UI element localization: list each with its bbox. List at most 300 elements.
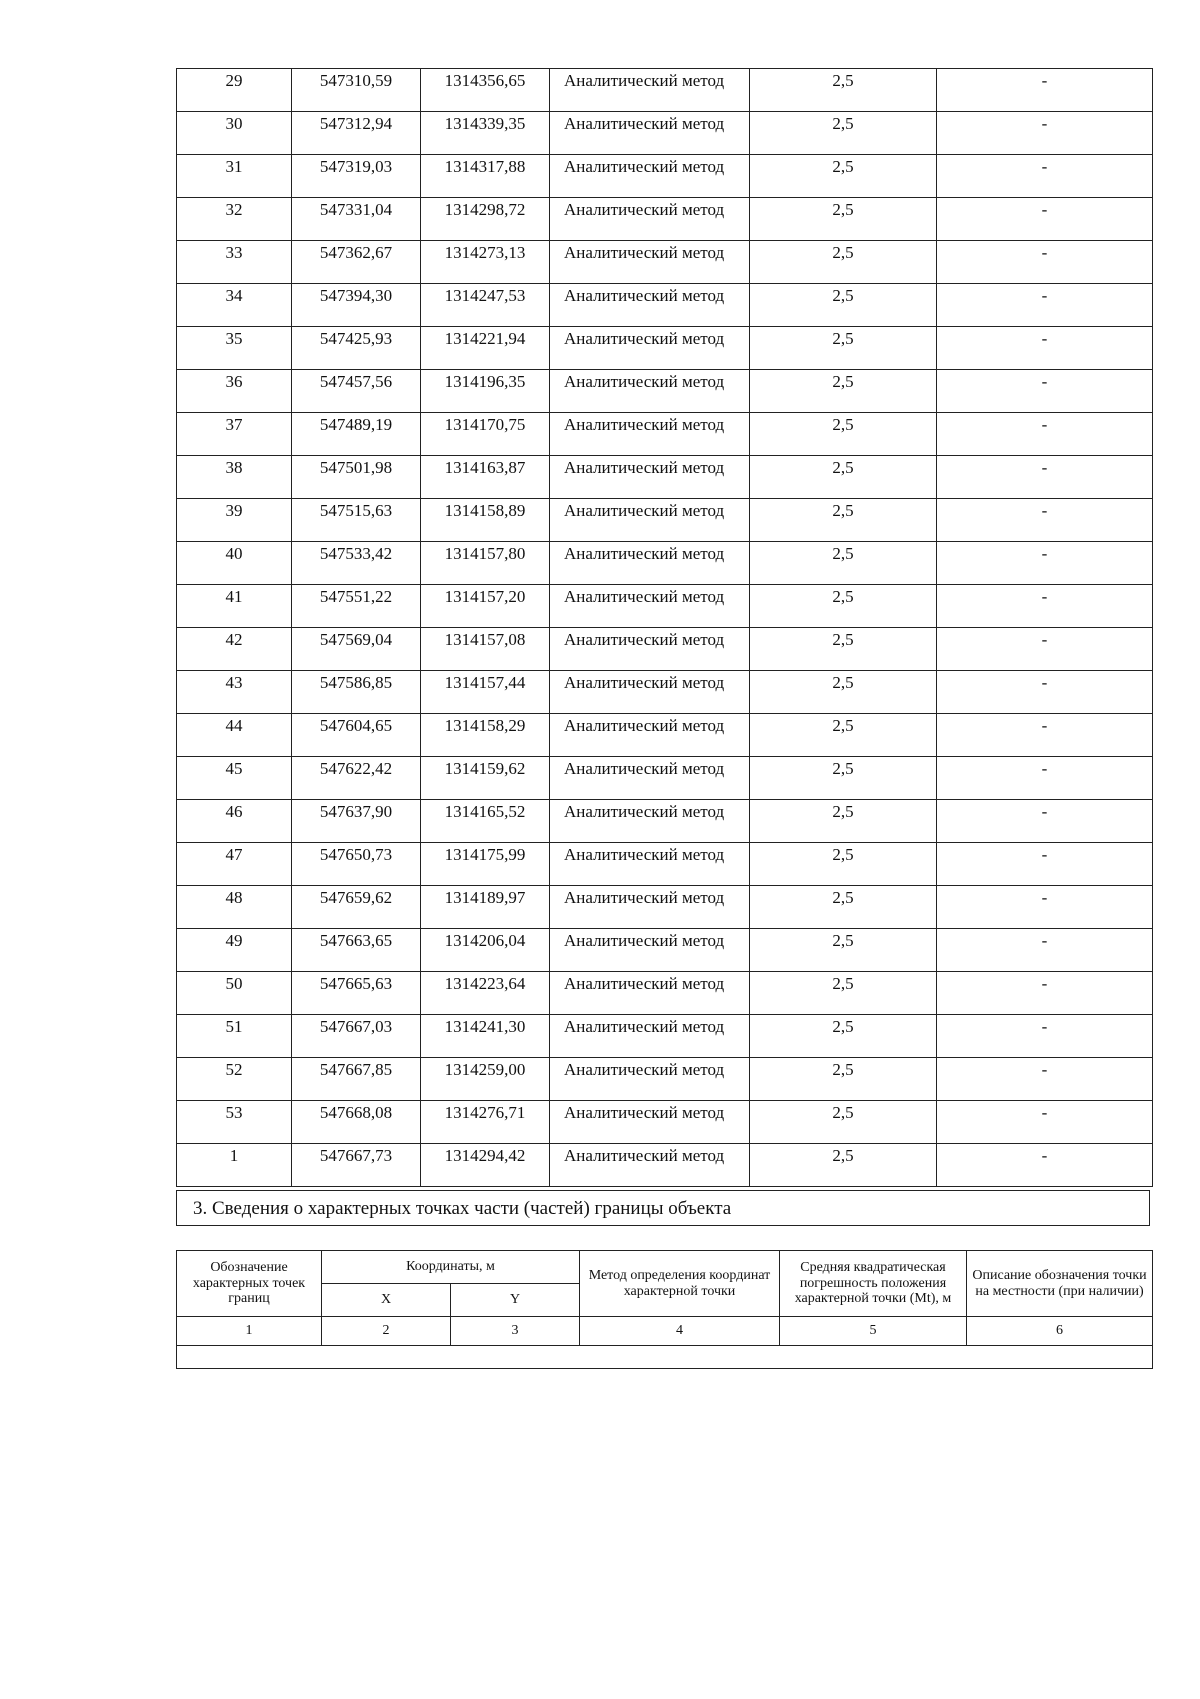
method-cell-value: Аналитический метод xyxy=(564,931,725,950)
method-cell xyxy=(550,499,750,542)
coordinate-y xyxy=(421,886,550,929)
coordinate-x xyxy=(292,1058,421,1101)
coordinate-x-value: 547515,63 xyxy=(319,501,393,520)
table-row xyxy=(177,757,1153,800)
point-number-value: 31 xyxy=(225,157,243,176)
error-cell xyxy=(750,1101,937,1144)
error-cell-value: 2,5 xyxy=(832,1103,854,1122)
method-cell-value: Аналитический метод xyxy=(564,114,725,133)
coordinate-x xyxy=(292,1144,421,1187)
point-number-value: 33 xyxy=(225,243,243,262)
empty-row xyxy=(177,1346,1153,1369)
error-cell-value: 2,5 xyxy=(832,1060,854,1079)
point-number xyxy=(177,585,292,628)
description-cell xyxy=(937,585,1153,628)
coordinate-y-value: 1314339,35 xyxy=(444,114,526,133)
method-cell xyxy=(550,1015,750,1058)
error-cell xyxy=(750,714,937,757)
coordinate-x-value: 547331,04 xyxy=(319,200,393,219)
table-row xyxy=(177,671,1153,714)
method-cell-value: Аналитический метод xyxy=(564,1060,725,1079)
coordinate-x xyxy=(292,198,421,241)
table-row xyxy=(177,1101,1153,1144)
error-cell xyxy=(750,800,937,843)
method-cell xyxy=(550,370,750,413)
method-cell-value: Аналитический метод xyxy=(564,587,725,606)
table-row xyxy=(177,542,1153,585)
point-number xyxy=(177,1144,292,1187)
point-number-value: 48 xyxy=(225,888,243,907)
coordinate-x-value: 547533,42 xyxy=(319,544,393,563)
description-cell xyxy=(937,800,1153,843)
point-number-value: 30 xyxy=(225,114,243,133)
method-cell-value: Аналитический метод xyxy=(564,673,725,692)
description-cell xyxy=(937,628,1153,671)
description-cell xyxy=(937,370,1153,413)
method-cell-value: Аналитический метод xyxy=(564,845,725,864)
point-number-value: 44 xyxy=(225,716,243,735)
description-cell-value: - xyxy=(1041,243,1048,262)
column-number: 6 xyxy=(967,1317,1153,1346)
method-cell xyxy=(550,757,750,800)
coordinate-x xyxy=(292,843,421,886)
header-description: Описание обозначения точки на местности (при наличии) xyxy=(967,1251,1153,1317)
description-cell-value: - xyxy=(1041,974,1048,993)
table-row xyxy=(177,499,1153,542)
coordinate-y-value: 1314157,20 xyxy=(444,587,526,606)
coordinate-x-value: 547622,42 xyxy=(319,759,393,778)
description-cell xyxy=(937,929,1153,972)
coordinate-y xyxy=(421,413,550,456)
point-number xyxy=(177,714,292,757)
error-cell xyxy=(750,1058,937,1101)
coordinate-x xyxy=(292,585,421,628)
error-cell xyxy=(750,972,937,1015)
description-cell-value: - xyxy=(1041,415,1048,434)
method-cell-value: Аналитический метод xyxy=(564,630,725,649)
description-cell-value: - xyxy=(1041,1103,1048,1122)
point-number-value: 40 xyxy=(225,544,243,563)
description-cell xyxy=(937,542,1153,585)
coordinate-x xyxy=(292,1015,421,1058)
error-cell-value: 2,5 xyxy=(832,759,854,778)
coordinate-x-value: 547668,08 xyxy=(319,1103,393,1122)
coordinate-x-value: 547425,93 xyxy=(319,329,393,348)
description-cell xyxy=(937,284,1153,327)
column-number: 1 xyxy=(177,1317,322,1346)
description-cell-value: - xyxy=(1041,888,1048,907)
coordinate-x xyxy=(292,1101,421,1144)
point-number-value: 38 xyxy=(225,458,243,477)
coordinate-y xyxy=(421,1144,550,1187)
method-cell xyxy=(550,671,750,714)
method-cell xyxy=(550,327,750,370)
method-cell-value: Аналитический метод xyxy=(564,1146,725,1165)
coordinate-y-value: 1314189,97 xyxy=(444,888,526,907)
table-row xyxy=(177,284,1153,327)
description-cell xyxy=(937,413,1153,456)
method-cell xyxy=(550,112,750,155)
coordinate-x-value: 547312,94 xyxy=(319,114,393,133)
method-cell xyxy=(550,1101,750,1144)
coordinate-y-value: 1314206,04 xyxy=(444,931,526,950)
coordinate-y-value: 1314276,71 xyxy=(444,1103,526,1122)
point-number xyxy=(177,69,292,112)
parts-header-row xyxy=(177,1251,1153,1284)
description-cell xyxy=(937,327,1153,370)
coordinate-x xyxy=(292,284,421,327)
error-cell-value: 2,5 xyxy=(832,1017,854,1036)
description-cell xyxy=(937,499,1153,542)
method-cell xyxy=(550,628,750,671)
point-number xyxy=(177,886,292,929)
description-cell-value: - xyxy=(1041,200,1048,219)
point-number xyxy=(177,671,292,714)
table-row xyxy=(177,69,1153,112)
coordinate-y xyxy=(421,1101,550,1144)
coordinate-x xyxy=(292,972,421,1015)
description-cell-value: - xyxy=(1041,673,1048,692)
coordinate-y-value: 1314175,99 xyxy=(444,845,526,864)
coordinate-x-value: 547319,03 xyxy=(319,157,393,176)
description-cell xyxy=(937,843,1153,886)
method-cell-value: Аналитический метод xyxy=(564,415,725,434)
coordinate-x-value: 547362,67 xyxy=(319,243,393,262)
coordinate-x-value: 547665,63 xyxy=(319,974,393,993)
coordinate-y xyxy=(421,585,550,628)
error-cell-value: 2,5 xyxy=(832,587,854,606)
method-cell-value: Аналитический метод xyxy=(564,501,725,520)
point-number-value: 39 xyxy=(225,501,243,520)
description-cell-value: - xyxy=(1041,114,1048,133)
description-cell xyxy=(937,456,1153,499)
method-cell-value: Аналитический метод xyxy=(564,71,725,90)
table-row xyxy=(177,155,1153,198)
table-row xyxy=(177,1015,1153,1058)
point-number xyxy=(177,542,292,585)
method-cell xyxy=(550,198,750,241)
error-cell-value: 2,5 xyxy=(832,329,854,348)
coordinate-x xyxy=(292,542,421,585)
method-cell xyxy=(550,456,750,499)
coordinate-x-value: 547501,98 xyxy=(319,458,393,477)
method-cell xyxy=(550,886,750,929)
point-number xyxy=(177,155,292,198)
method-cell-value: Аналитический метод xyxy=(564,974,725,993)
error-cell xyxy=(750,198,937,241)
description-cell-value: - xyxy=(1041,544,1048,563)
point-number xyxy=(177,198,292,241)
coordinate-x-value: 547667,73 xyxy=(319,1146,393,1165)
header-x: X xyxy=(322,1284,451,1317)
method-cell-value: Аналитический метод xyxy=(564,1017,725,1036)
error-cell-value: 2,5 xyxy=(832,415,854,434)
description-cell-value: - xyxy=(1041,931,1048,950)
point-number xyxy=(177,112,292,155)
error-cell-value: 2,5 xyxy=(832,501,854,520)
error-cell-value: 2,5 xyxy=(832,114,854,133)
description-cell xyxy=(937,198,1153,241)
description-cell-value: - xyxy=(1041,802,1048,821)
table-row xyxy=(177,327,1153,370)
coordinate-y xyxy=(421,155,550,198)
coordinate-y-value: 1314247,53 xyxy=(444,286,526,305)
table-row xyxy=(177,800,1153,843)
coordinate-y xyxy=(421,284,550,327)
method-cell-value: Аналитический метод xyxy=(564,716,725,735)
coordinate-x-value: 547637,90 xyxy=(319,802,393,821)
error-cell xyxy=(750,542,937,585)
point-number xyxy=(177,972,292,1015)
header-point-designation: Обозначение характерных точек границ xyxy=(177,1251,322,1317)
point-number xyxy=(177,929,292,972)
point-number-value: 47 xyxy=(225,845,243,864)
point-number-value: 29 xyxy=(225,71,243,90)
column-number: 5 xyxy=(780,1317,967,1346)
coordinate-x xyxy=(292,370,421,413)
section-3-header xyxy=(176,1190,1150,1226)
description-cell xyxy=(937,757,1153,800)
description-cell xyxy=(937,1015,1153,1058)
coordinate-x xyxy=(292,714,421,757)
coordinate-y-value: 1314157,80 xyxy=(444,544,526,563)
point-number-value: 34 xyxy=(225,286,243,305)
coordinate-x xyxy=(292,327,421,370)
table-row xyxy=(177,112,1153,155)
column-number: 2 xyxy=(322,1317,451,1346)
point-number xyxy=(177,1101,292,1144)
point-number xyxy=(177,284,292,327)
point-number xyxy=(177,413,292,456)
coordinate-y xyxy=(421,671,550,714)
method-cell-value: Аналитический метод xyxy=(564,888,725,907)
description-cell xyxy=(937,1144,1153,1187)
coordinate-y-value: 1314223,64 xyxy=(444,974,526,993)
description-cell-value: - xyxy=(1041,1146,1048,1165)
coordinate-x xyxy=(292,155,421,198)
table-row xyxy=(177,370,1153,413)
method-cell xyxy=(550,69,750,112)
method-cell-value: Аналитический метод xyxy=(564,1103,725,1122)
coordinate-y xyxy=(421,112,550,155)
coordinate-y xyxy=(421,69,550,112)
error-cell xyxy=(750,1015,937,1058)
point-number xyxy=(177,1058,292,1101)
description-cell-value: - xyxy=(1041,587,1048,606)
error-cell-value: 2,5 xyxy=(832,200,854,219)
coordinate-x xyxy=(292,628,421,671)
error-cell xyxy=(750,241,937,284)
point-number-value: 46 xyxy=(225,802,243,821)
description-cell-value: - xyxy=(1041,157,1048,176)
coordinate-y-value: 1314157,08 xyxy=(444,630,526,649)
method-cell xyxy=(550,585,750,628)
coordinate-x xyxy=(292,757,421,800)
table-row xyxy=(177,198,1153,241)
method-cell xyxy=(550,413,750,456)
coordinate-y-value: 1314157,44 xyxy=(444,673,526,692)
coordinate-y xyxy=(421,241,550,284)
coordinate-y xyxy=(421,198,550,241)
coordinate-x xyxy=(292,112,421,155)
error-cell-value: 2,5 xyxy=(832,544,854,563)
description-cell-value: - xyxy=(1041,372,1048,391)
coordinate-y xyxy=(421,714,550,757)
method-cell-value: Аналитический метод xyxy=(564,200,725,219)
error-cell xyxy=(750,843,937,886)
error-cell-value: 2,5 xyxy=(832,974,854,993)
coordinate-x-value: 547586,85 xyxy=(319,673,393,692)
coordinate-y xyxy=(421,929,550,972)
point-number-value: 51 xyxy=(225,1017,243,1036)
description-cell-value: - xyxy=(1041,1060,1048,1079)
description-cell xyxy=(937,155,1153,198)
error-cell xyxy=(750,499,937,542)
point-number-value: 45 xyxy=(225,759,243,778)
error-cell xyxy=(750,370,937,413)
table-row xyxy=(177,1058,1153,1101)
coordinate-y xyxy=(421,456,550,499)
description-cell-value: - xyxy=(1041,71,1048,90)
error-cell-value: 2,5 xyxy=(832,71,854,90)
error-cell-value: 2,5 xyxy=(832,286,854,305)
method-cell-value: Аналитический метод xyxy=(564,802,725,821)
coordinate-y-value: 1314158,29 xyxy=(444,716,526,735)
point-number-value: 52 xyxy=(225,1060,243,1079)
coordinate-x-value: 547667,03 xyxy=(319,1017,393,1036)
error-cell xyxy=(750,929,937,972)
point-number xyxy=(177,327,292,370)
method-cell xyxy=(550,800,750,843)
method-cell xyxy=(550,155,750,198)
coordinate-x-value: 547489,19 xyxy=(319,415,393,434)
section-3-title: 3. Сведения о характерных точках части (частей) границы объекта xyxy=(193,1198,732,1219)
coordinate-x xyxy=(292,456,421,499)
description-cell xyxy=(937,886,1153,929)
point-number xyxy=(177,757,292,800)
header-error: Средняя квадратическая погрешность положения характерной точки (Mt), м xyxy=(780,1251,967,1317)
error-cell xyxy=(750,327,937,370)
point-number xyxy=(177,370,292,413)
coordinate-y-value: 1314273,13 xyxy=(444,243,526,262)
coordinate-x xyxy=(292,413,421,456)
coordinate-x-value: 547604,65 xyxy=(319,716,393,735)
method-cell xyxy=(550,284,750,327)
table-row xyxy=(177,413,1153,456)
error-cell xyxy=(750,1144,937,1187)
coordinate-y-value: 1314356,65 xyxy=(444,71,526,90)
error-cell-value: 2,5 xyxy=(832,931,854,950)
error-cell xyxy=(750,456,937,499)
coordinate-y-value: 1314298,72 xyxy=(444,200,526,219)
point-number xyxy=(177,499,292,542)
description-cell xyxy=(937,1058,1153,1101)
error-cell xyxy=(750,628,937,671)
point-number-value: 32 xyxy=(225,200,243,219)
coordinate-y xyxy=(421,327,550,370)
error-cell xyxy=(750,886,937,929)
description-cell xyxy=(937,671,1153,714)
coordinate-y-value: 1314294,42 xyxy=(444,1146,526,1165)
coordinate-x xyxy=(292,929,421,972)
point-number-value: 36 xyxy=(225,372,243,391)
point-number-value: 42 xyxy=(225,630,243,649)
point-number xyxy=(177,241,292,284)
header-coordinates: Координаты, м xyxy=(322,1251,580,1284)
coordinate-y-value: 1314170,75 xyxy=(444,415,526,434)
description-cell xyxy=(937,241,1153,284)
description-cell-value: - xyxy=(1041,759,1048,778)
description-cell-value: - xyxy=(1041,1017,1048,1036)
coordinate-y-value: 1314159,62 xyxy=(444,759,526,778)
error-cell-value: 2,5 xyxy=(832,243,854,262)
error-cell-value: 2,5 xyxy=(832,458,854,477)
coordinate-y xyxy=(421,972,550,1015)
method-cell xyxy=(550,929,750,972)
method-cell-value: Аналитический метод xyxy=(564,372,725,391)
coordinate-x xyxy=(292,800,421,843)
coordinate-y-value: 1314241,30 xyxy=(444,1017,526,1036)
coordinate-y xyxy=(421,628,550,671)
method-cell-value: Аналитический метод xyxy=(564,157,725,176)
error-cell xyxy=(750,284,937,327)
point-number xyxy=(177,1015,292,1058)
method-cell xyxy=(550,714,750,757)
column-number-row xyxy=(177,1317,1153,1346)
method-cell-value: Аналитический метод xyxy=(564,458,725,477)
error-cell xyxy=(750,671,937,714)
error-cell-value: 2,5 xyxy=(832,888,854,907)
method-cell xyxy=(550,542,750,585)
method-cell xyxy=(550,1058,750,1101)
coordinate-y-value: 1314165,52 xyxy=(444,802,526,821)
description-cell xyxy=(937,714,1153,757)
table-row xyxy=(177,456,1153,499)
point-number-value: 37 xyxy=(225,415,243,434)
coordinate-y-value: 1314221,94 xyxy=(444,329,526,348)
coordinate-x-value: 547569,04 xyxy=(319,630,393,649)
description-cell-value: - xyxy=(1041,286,1048,305)
column-number: 3 xyxy=(451,1317,580,1346)
method-cell-value: Аналитический метод xyxy=(564,329,725,348)
coordinate-y xyxy=(421,542,550,585)
table-row xyxy=(177,585,1153,628)
table-row xyxy=(177,886,1153,929)
error-cell-value: 2,5 xyxy=(832,372,854,391)
point-number-value: 49 xyxy=(225,931,243,950)
error-cell-value: 2,5 xyxy=(832,802,854,821)
table-row xyxy=(177,628,1153,671)
point-number xyxy=(177,800,292,843)
table-row xyxy=(177,714,1153,757)
coordinate-y xyxy=(421,1015,550,1058)
method-cell xyxy=(550,241,750,284)
coordinate-x-value: 547551,22 xyxy=(319,587,393,606)
point-number-value: 53 xyxy=(225,1103,243,1122)
method-cell xyxy=(550,843,750,886)
description-cell-value: - xyxy=(1041,458,1048,477)
coordinate-y xyxy=(421,1058,550,1101)
table-row xyxy=(177,843,1153,886)
description-cell xyxy=(937,1101,1153,1144)
point-number-value: 41 xyxy=(225,587,243,606)
header-method: Метод определения координат характерной точки xyxy=(580,1251,780,1317)
point-number-value: 35 xyxy=(225,329,243,348)
coordinate-y xyxy=(421,843,550,886)
point-number xyxy=(177,456,292,499)
coordinate-x-value: 547663,65 xyxy=(319,931,393,950)
point-number xyxy=(177,843,292,886)
